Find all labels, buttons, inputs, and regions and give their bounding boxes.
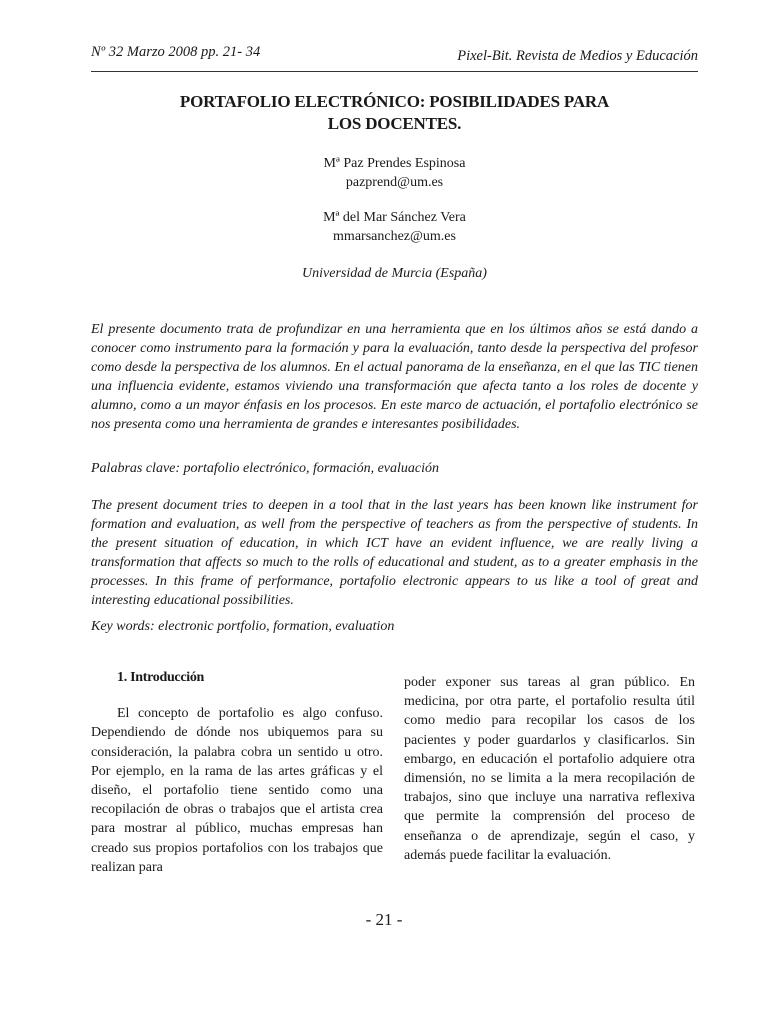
column-left xyxy=(91,668,383,877)
running-header xyxy=(91,44,698,68)
keywords-spanish: Palabras clave: portafolio electrónico, formación, evaluación xyxy=(91,461,439,476)
author-list xyxy=(91,154,698,262)
abstract-english: The present document tries to deepen in a tool that in the last years has been known like instrument for formation and evaluation, as well from the perspective of teachers as from the perspective of students. In the present situation of education, in which ICT have an evident influence, we are really living a transformation that affects so much to the rolls of educational and student, as to a greater emphasis in the processes. In this frame of performance, portafolio electronic appears to us like a tool of great and interesting educational possibilities. xyxy=(91,498,698,609)
author-2 xyxy=(91,208,698,246)
author-email: pazprend@um.es xyxy=(345,175,444,190)
article-title xyxy=(91,91,698,135)
author-email: mmarsanchez@um.es xyxy=(333,229,456,244)
body-paragraph: El concepto de portafolio es algo confuso. Dependiendo de dónde nos ubiquemos para su consideración, la palabra cobra un sentido u otro. Por ejemplo, en la rama de las artes gráficas y el diseño, el portafolio tiene sentido como una recopilación de obras o trabajos que el artista crea para mostrar al público, muchas empresas han creado sus propios portafolios con los trabajos que realizan para xyxy=(91,706,383,875)
column-right xyxy=(404,673,695,865)
title-line-1: PORTAFOLIO ELECTRÓNICO: POSIBILIDADES PARA xyxy=(179,92,610,111)
page-number: - 21 - xyxy=(365,910,403,929)
author-name: Mª del Mar Sánchez Vera xyxy=(323,210,466,225)
keywords-english: Key words: electronic portfolio, formation, evaluation xyxy=(91,619,395,634)
journal-name: Pixel-Bit. Revista de Medios y Educación xyxy=(457,48,698,64)
abstract-spanish: El presente documento trata de profundizar en una herramienta que en los últimos años se está dando a conocer como instrumento para la formación y para la evaluación, tanto desde la perspectiva del profesor como desde la perspectiva de los alumnos. En el actual panorama de la enseñanza, en el que las TIC tienen una influencia evidente, estamos viviendo una transformación que afecta tanto a los roles de docente y alumno, como a un mayor énfasis en los procesos. En este marco de actuación, el portafolio electrónico se nos presenta como una herramienta de grandes e interesantes posibilidades. xyxy=(91,322,698,433)
issue-info: Nº 32 Marzo 2008 pp. 21- 34 xyxy=(91,44,261,60)
body-paragraph-continued: poder exponer sus tareas al gran público. En medicina, por otra parte, el portafolio resulta útil como medio para recopilar los casos de los pacientes y poder guardarlos y clasificarlos. Sin embargo, en educación el portafolio adquiere otra dimensión, no se limita a la mera recopilación de trabajos, sino que incluye una narrativa reflexiva que permite la comprensión del proceso de enseñanza o de aprendizaje, según el caso, y además puede facilitar la evaluación. xyxy=(404,675,695,863)
affiliation: Universidad de Murcia (España) xyxy=(302,266,487,281)
header-divider xyxy=(91,71,698,72)
author-1 xyxy=(91,154,698,192)
author-name: Mª Paz Prendes Espinosa xyxy=(323,156,466,171)
title-line-2: LOS DOCENTES. xyxy=(327,114,462,133)
section-heading: 1. Introducción xyxy=(117,670,205,685)
